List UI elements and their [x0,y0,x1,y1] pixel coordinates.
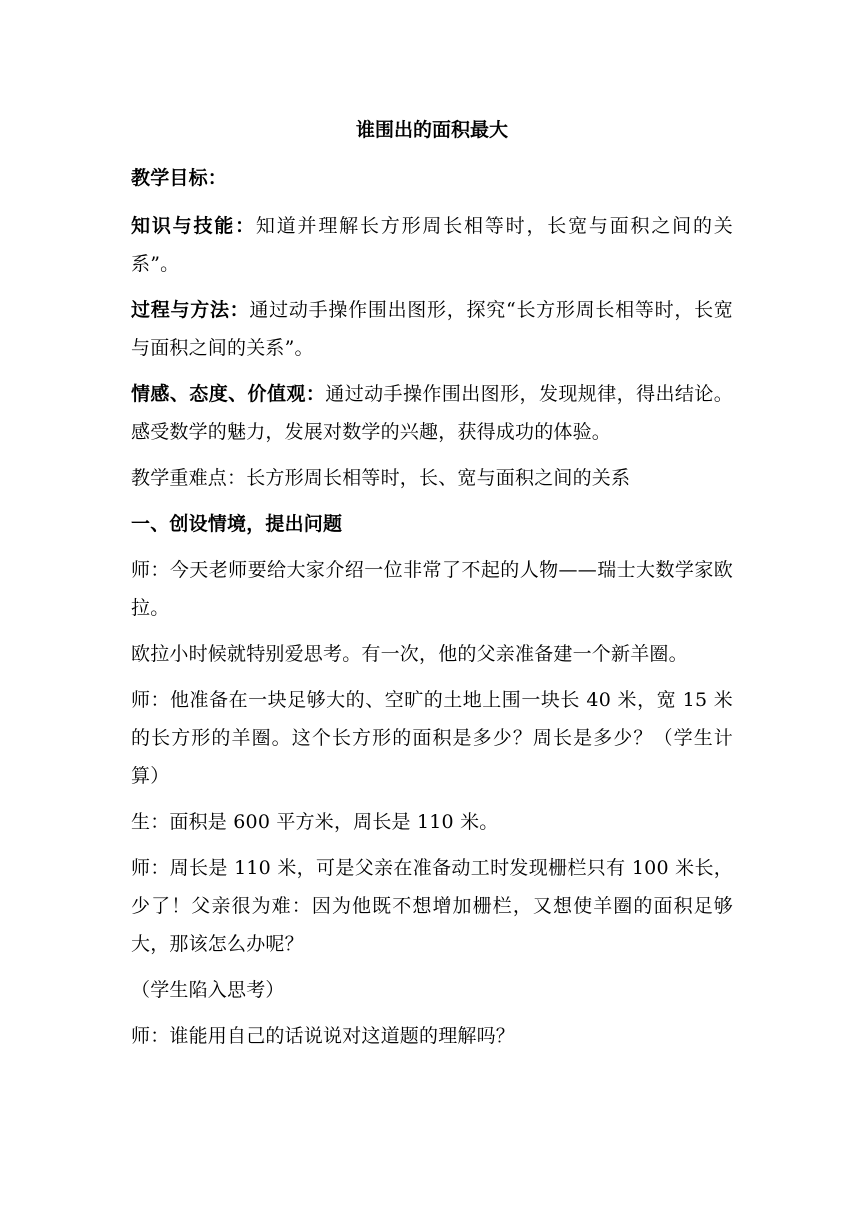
paragraph-teacher-question: 师：他准备在一块足够大的、空旷的土地上围一块长 40 米，宽 15 米的长方形的羊圈。这个长方形的面积是多少？周长是多少？（学生计算） [131,689,733,787]
document-body [131,111,733,1055]
paragraph-teacher-problem: 师：周长是 110 米，可是父亲在准备动工时发现栅栏只有 100 米长，少了！父亲很为难：因为他既不想增加栅栏，又想使羊圈的面积足够大，那该怎么办呢？ [131,857,733,955]
knowledge-label: 知识与技能： [131,215,256,237]
paragraph-teacher-prompt: 师：谁能用自己的话说说对这道题的理解吗？ [131,1025,516,1047]
knowledge-paragraph [131,207,733,283]
document-title: 谁围出的面积最大 [355,119,508,141]
emotion-text: 通过动手操作围出图形，发现规律，得出结论。感受数学的魅力，发展对数学的兴趣，获得成功的体验。 [131,383,733,443]
key-points-paragraph: 教学重难点：长方形周长相等时，长、宽与面积之间的关系 [131,467,631,489]
paragraph-euler-story: 欧拉小时候就特别爱思考。有一次，他的父亲准备建一个新羊圈。 [131,643,688,665]
section-heading: 一、创设情境，提出问题 [131,513,343,535]
paragraph-teacher-intro: 师：今天老师要给大家介绍一位非常了不起的人物——瑞士大数学家欧拉。 [131,559,733,619]
paragraph-students-thinking: （学生陷入思考） [131,979,285,1001]
emotion-paragraph [131,375,733,451]
process-text: 通过动手操作围出图形，探究“长方形周长相等时，长宽与面积之间的关系”。 [131,299,733,359]
paragraph-student-answer: 生：面积是 600 平方米，周长是 110 米。 [131,811,499,833]
objectives-heading: 教学目标： [131,167,228,189]
process-paragraph [131,291,733,367]
emotion-label: 情感、态度、价值观： [131,383,326,405]
process-label: 过程与方法： [131,299,250,321]
knowledge-text: 知道并理解长方形周长相等时，长宽与面积之间的关系”。 [131,215,733,275]
